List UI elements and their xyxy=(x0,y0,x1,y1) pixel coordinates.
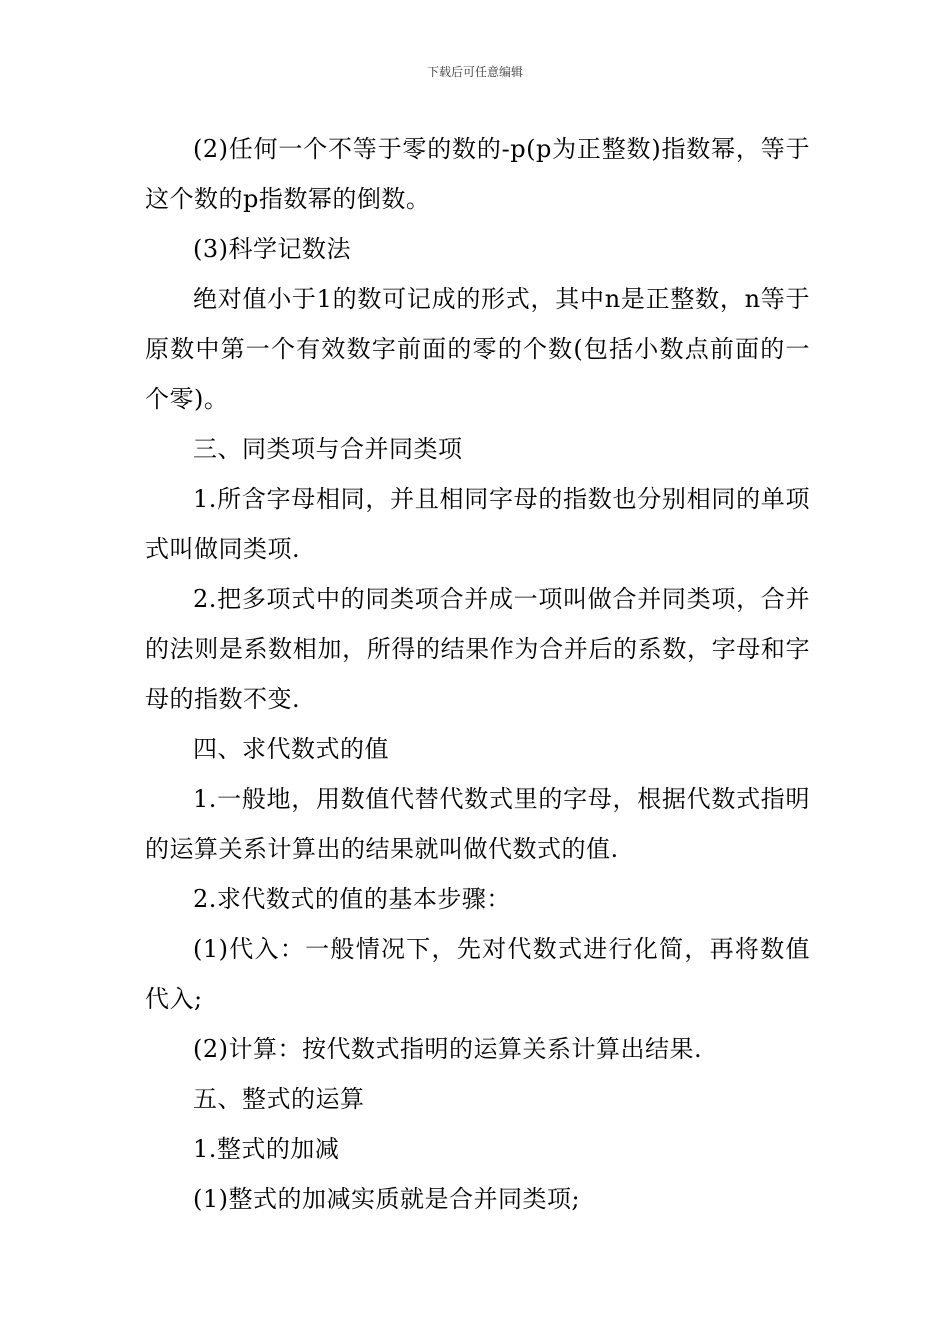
section-heading-polynomial-operations: 五、整式的运算 xyxy=(193,1085,365,1113)
section-heading-like-terms: 三、同类项与合并同类项 xyxy=(193,435,463,463)
paragraph-expression-value-definition: 1.一般地，用数值代替代数式里的字母，根据代数式指明的运算关系计算出的结果就叫做代数式的值. xyxy=(145,785,810,863)
paragraph-combining-like-terms: 2.把多项式中的同类项合并成一项叫做合并同类项，合并的法则是系数相加，所得的结果作为合并后的系数，字母和字母的指数不变. xyxy=(145,585,810,713)
paragraph-step-calculate: (2)计算：按代数式指明的运算关系计算出结果. xyxy=(193,1035,703,1063)
page-header: 下载后可任意编辑 xyxy=(426,65,523,79)
subheading-scientific-notation: (3)科学记数法 xyxy=(193,235,351,263)
paragraph-basic-steps: 2.求代数式的值的基本步骤： xyxy=(193,885,511,913)
paragraph-step-substitute: (1)代入：一般情况下，先对代数式进行化简，再将数值代入; xyxy=(145,935,810,1013)
section-heading-expression-value: 四、求代数式的值 xyxy=(193,735,389,763)
paragraph-scientific-notation: 绝对值小于1的数可记成的形式，其中n是正整数，n等于原数中第一个有效数字前面的零的个数(包括小数点前面的一个零)。 xyxy=(145,285,810,413)
paragraph-addition-subtraction-essence: (1)整式的加减实质就是合并同类项; xyxy=(193,1185,581,1213)
document-body xyxy=(145,124,810,1224)
paragraph-like-terms-definition: 1.所含字母相同，并且相同字母的指数也分别相同的单项式叫做同类项. xyxy=(145,485,810,563)
subheading-addition-subtraction: 1.整式的加减 xyxy=(193,1135,340,1163)
paragraph-negative-exponent: (2)任何一个不等于零的数的-p(p为正整数)指数幂，等于这个数的p指数幂的倒数。 xyxy=(145,135,810,213)
